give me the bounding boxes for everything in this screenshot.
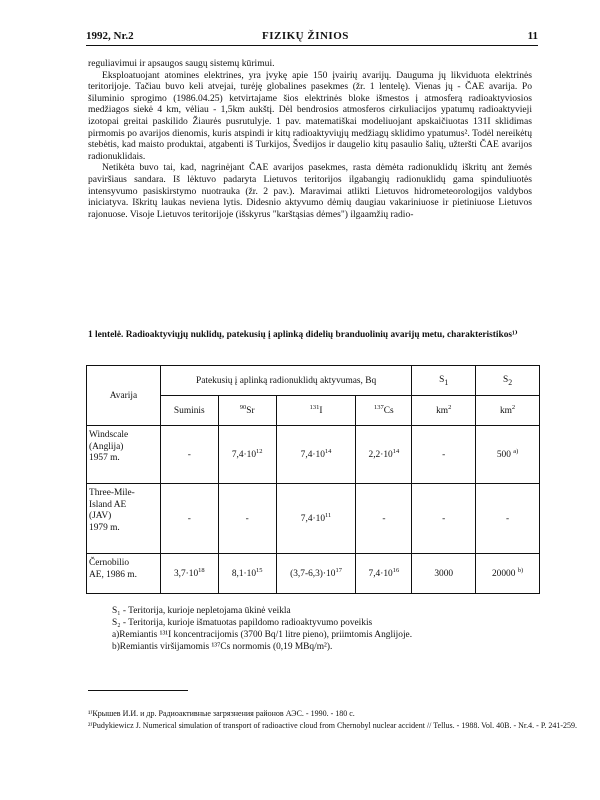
cell-s1: - <box>412 426 476 484</box>
note-s2: S₂ - Teritorija, kurioje išmatuotas papildomo radioaktyvumo poveikis <box>112 618 373 628</box>
header-s2: $S_2$ <box>476 366 540 396</box>
table-row <box>87 554 540 594</box>
note-s1: S₁ - Teritorija, kurioje nepletojama ūkinė veikla <box>112 606 291 616</box>
paragraph-continuation: reguliavimui ir apsaugos saugų sistemų kūrimui. <box>88 58 275 69</box>
accident-table <box>86 365 540 594</box>
cell-total: $3,7\cdot 10^{18}$ <box>160 554 218 594</box>
cell-i131: $(3,7-6,3)\cdot 10^{17}$ <box>276 554 356 594</box>
header-s1: $S_1$ <box>412 366 476 396</box>
header-cs137: $^{137}$Cs <box>356 396 412 426</box>
paragraph-fallout: Netikėta buvo tai, kad, nagrinėjant ČAE avarijos pasekmes, rasta dėmėta radionuklidų iškritų ant žemės paviršiaus sandara. Iš lėktuvo padaryta Lietuvos teritorijos ilgabangių radionuklidų gama spinduliuotės intensyvumo pasiskirstymo nuotrauka (žr. 2 pav.). Maravimai atlikti Lietuvos hidrometeorologijos valdybos iniciatyva. Iškritų laukas neviena lytis. Didesnio aktyvumo dėmių daugiau vakariniuose ir pietiniuose Lietuvos rajonuose. Visoje Lietuvos teritorijoje (išskyrus "karštąsias dėmes") ilgaamžių radio- <box>88 162 532 220</box>
cell-i131: $7,4\cdot 10^{11}$ <box>276 484 356 554</box>
note-b: b)Remiantis viršijamomis ¹³⁷Cs normomis (0,19 MBq/m²). <box>112 642 333 652</box>
table-row <box>87 426 540 484</box>
cell-total: - <box>160 426 218 484</box>
cell-sr90: $7,4\cdot 10^{12}$ <box>218 426 276 484</box>
header-i131: $^{131}$I <box>276 396 356 426</box>
footnote-rule <box>88 690 188 691</box>
journal-title: FIZIKŲ ŽINIOS <box>262 30 349 42</box>
cell-cs137: $7,4\cdot 10^{16}$ <box>356 554 412 594</box>
cell-s2: 20000 $^{b)}$ <box>476 554 540 594</box>
table-caption: 1 lentelė. Radioaktyviųjų nuklidų, patekusių į aplinką didelių branduolinių avarijų metu, charakteristikos¹⁾ <box>88 330 518 340</box>
table-row <box>87 484 540 554</box>
row-name: Černobilio AE, 1986 m. <box>87 554 161 594</box>
article-body <box>88 58 532 220</box>
table-header-row <box>87 366 540 396</box>
row-name: Windscale (Anglija) 1957 m. <box>87 426 161 484</box>
row-name: Three-Mile- Island AE (JAV) 1979 m. <box>87 484 161 554</box>
header-rule <box>86 45 538 46</box>
header-total: Suminis <box>160 396 218 426</box>
cell-s1: - <box>412 484 476 554</box>
cell-cs137: $2,2\cdot 10^{14}$ <box>356 426 412 484</box>
footnotes <box>88 708 578 732</box>
footnote-1: ¹⁾Крышев И.И. и др. Радиоактивные загрязнения районов АЭС. - 1990. - 180 с. <box>88 709 355 718</box>
cell-sr90: $8,1\cdot 10^{15}$ <box>218 554 276 594</box>
note-a: a)Remiantis ¹³¹I koncentracijomis (3700 Bq/1 litre pieno), priimtomis Anglijoje. <box>112 630 413 640</box>
cell-s2: - <box>476 484 540 554</box>
cell-cs137: - <box>356 484 412 554</box>
paragraph-accidents: Eksploatuojant atomines elektrines, yra įvykę apie 150 įvairių avarijų. Dauguma jų likviduota elektrinės teritorijoje. Tačiau buvo keli atvejai, turėję globalines pasekmes (žr. 1 lentelę). Vienas jų - ČAE avarija. Po šiluminio sprogimo (1986.04.25) ketvirtajame šios elektrinės bloke išmestos į atmosferą radioaktyviosios medžiagos siekė 4 km, vėliau - 1,5km aukštį. Dėl bendrosios atmosferos cirkuliacijos ypatumų radioaktyvieji izotopai greitai paskilido Žiaurės pusrutulyje. 1 pav. matematiškai modeliuojant apskaičiuotas 131I sklidimas pirmomis po avarijos dienomis, kuris atspindi ir kitų radioaktyviųjų medžiagų sklidimo ypatumus². Todėl nereikėtų stebėtis, kad maisto produktai, atgabenti iš Turkijos, Švedijos ir daugelio kitų pasaulio šalių, užteršti ČAE avarijos radionuklidais. <box>88 69 532 162</box>
header-released-activity: Patekusių į aplinką radionuklidų aktyvumas, Bq <box>160 366 411 396</box>
header-accident: Avarija <box>87 366 161 426</box>
cell-total: - <box>160 484 218 554</box>
unit-s2: $km^2$ <box>476 396 540 426</box>
issue-label: 1992, Nr.2 <box>86 30 134 42</box>
cell-i131: $7,4\cdot 10^{14}$ <box>276 426 356 484</box>
unit-s1: $km^2$ <box>412 396 476 426</box>
cell-sr90: - <box>218 484 276 554</box>
page-number: 11 <box>527 30 538 42</box>
table-notes <box>112 605 532 653</box>
cell-s2: 500 $^{a)}$ <box>476 426 540 484</box>
footnote-2: ²⁾Pudykiewicz J. Numerical simulation of transport of radioactive cloud from Chernobyl nuclear accident // Tellus. - 1988. Vol. 40B. - Nr.4. - P. 241-259. <box>88 721 578 730</box>
cell-s1: 3000 <box>412 554 476 594</box>
header-sr90: $^{90}$Sr <box>218 396 276 426</box>
